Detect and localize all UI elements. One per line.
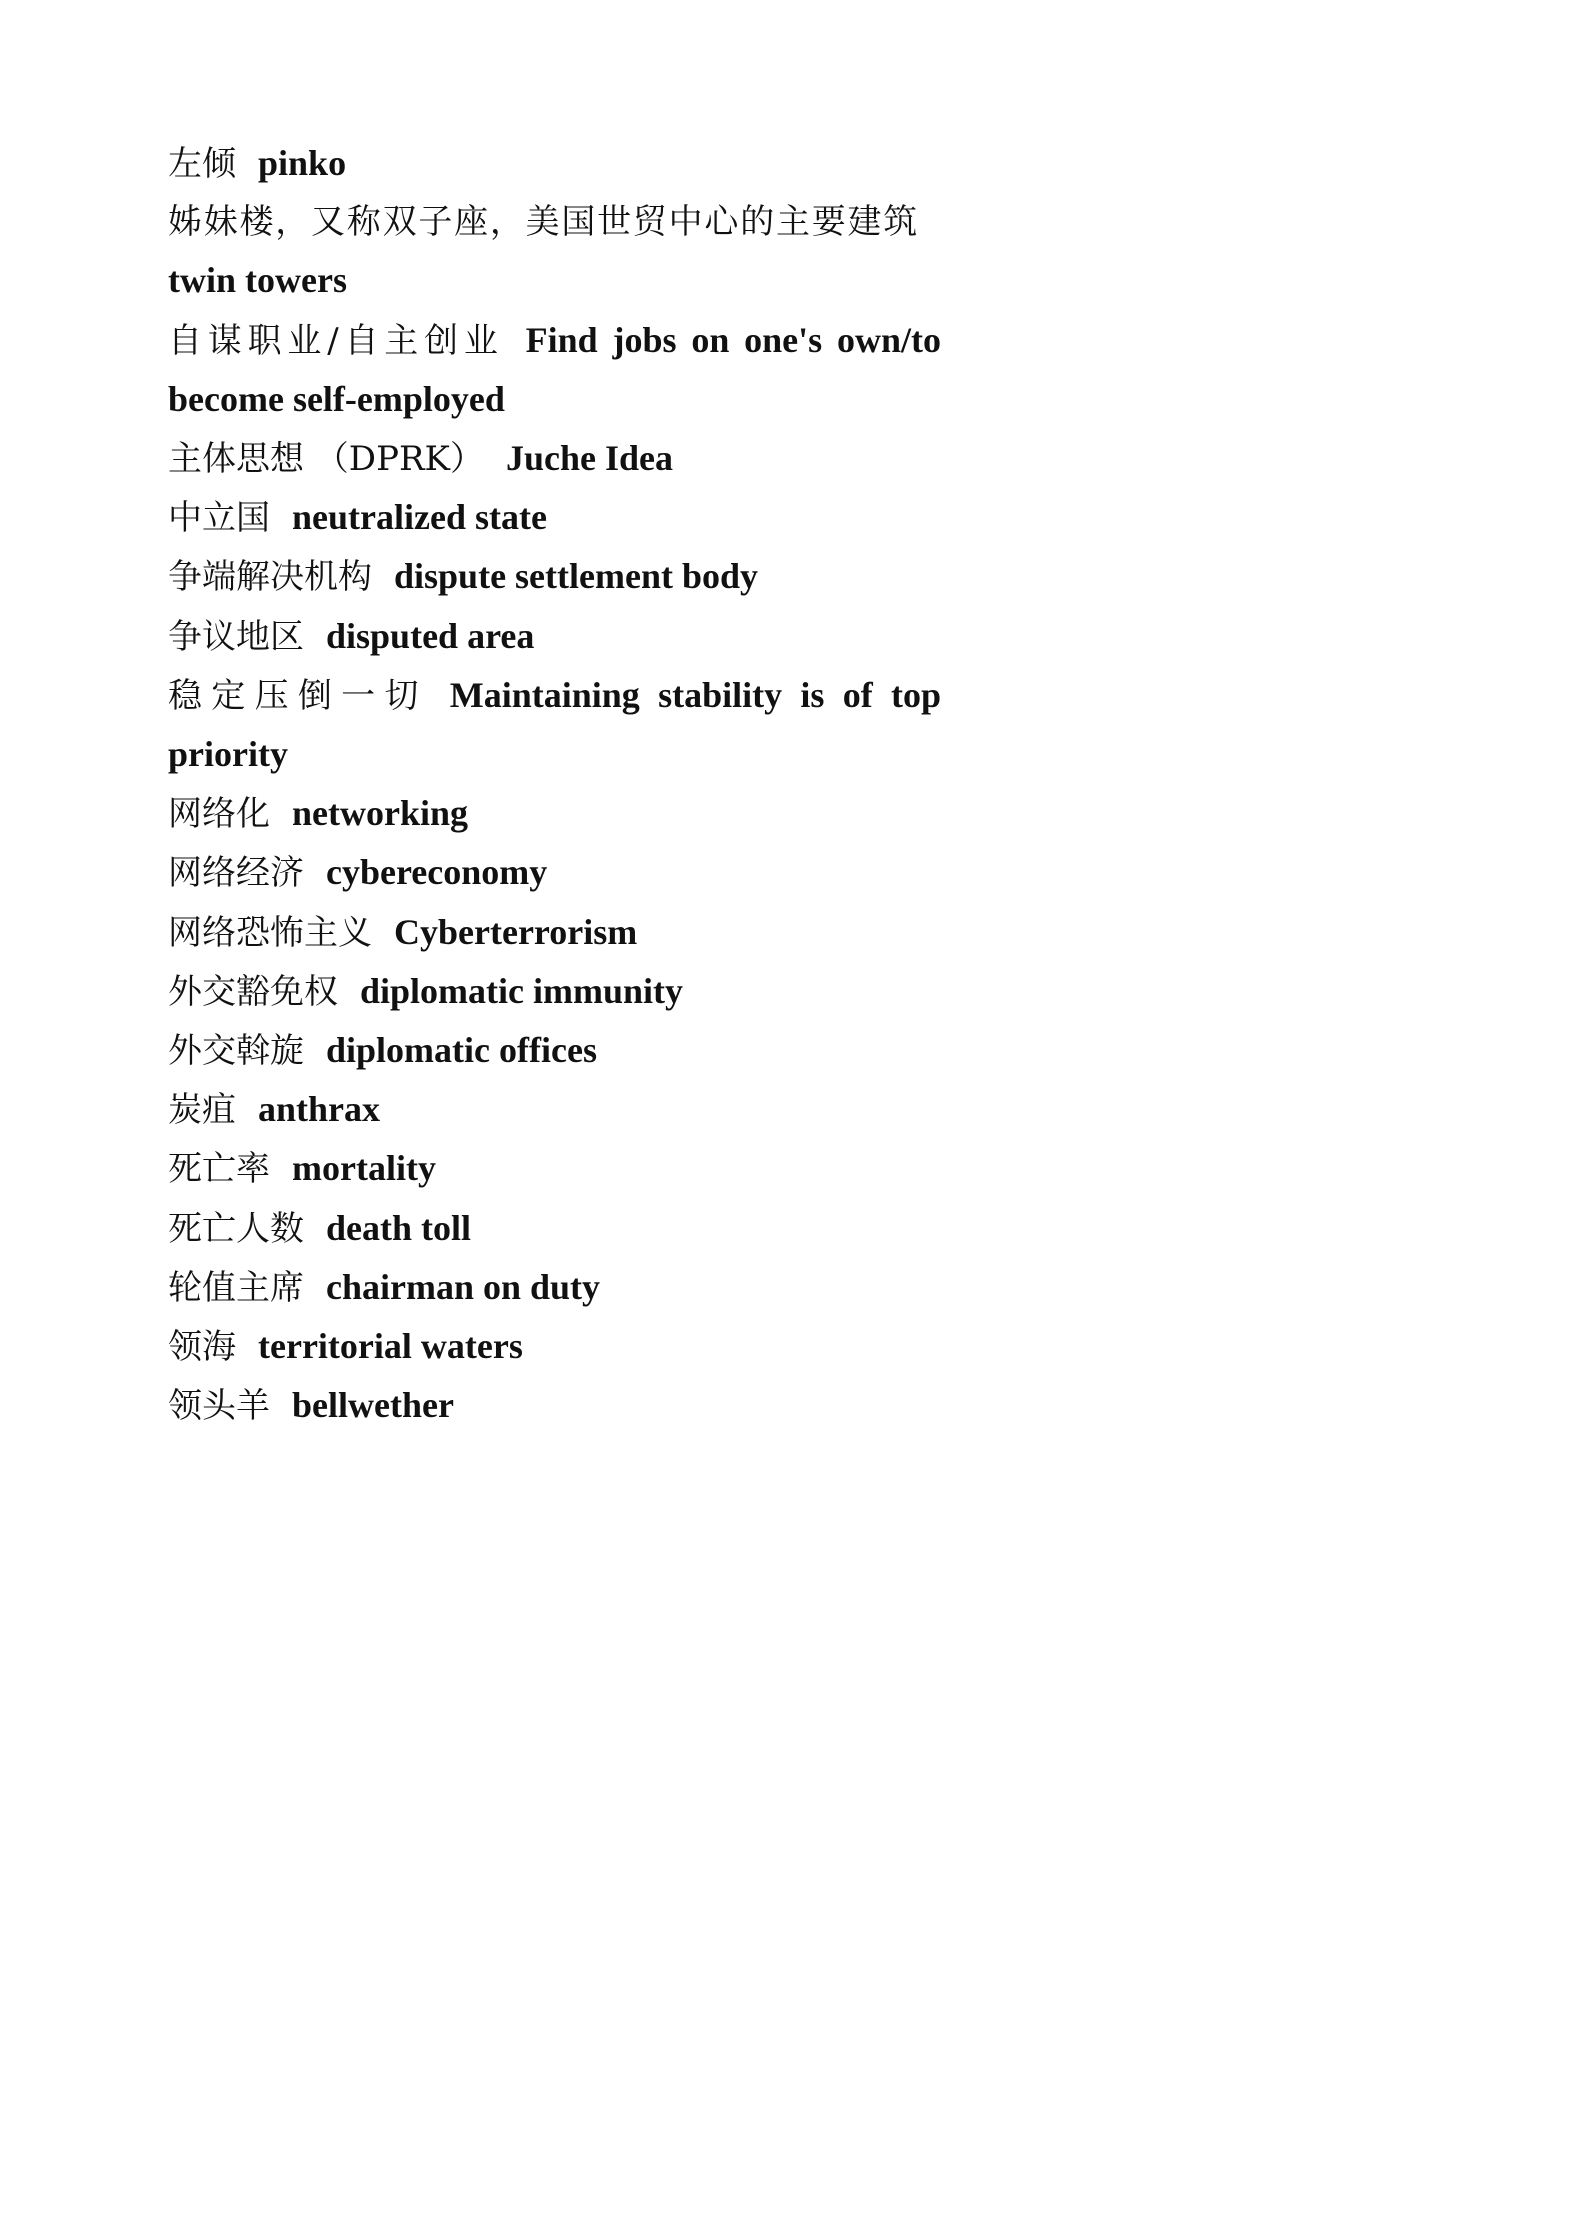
glossary-entry	[168, 903, 941, 962]
glossary-entry	[168, 1376, 941, 1435]
english-term: chairman on duty	[326, 1266, 601, 1307]
glossary-entry	[168, 547, 941, 606]
chinese-term: 炭疽	[168, 1090, 236, 1131]
glossary-entry	[168, 666, 941, 784]
chinese-term: 稳定压倒一切	[168, 675, 428, 716]
glossary-entry	[168, 1199, 941, 1258]
english-term: Juche Idea	[505, 438, 673, 479]
glossary-entry	[168, 1317, 941, 1376]
english-term: cybereconomy	[326, 852, 548, 893]
glossary-entry	[168, 962, 941, 1021]
chinese-term: 争议地区	[168, 616, 304, 657]
chinese-term: 网络经济	[168, 853, 304, 894]
chinese-term: 网络恐怖主义	[168, 912, 372, 953]
glossary-entry	[168, 1139, 941, 1198]
english-term: diplomatic immunity	[360, 970, 684, 1011]
english-term: dispute settlement body	[394, 556, 759, 597]
glossary-entry	[168, 193, 941, 310]
english-term: anthrax	[258, 1089, 381, 1130]
glossary-entry	[168, 1080, 941, 1139]
glossary-entry	[168, 607, 941, 666]
chinese-term: 左倾	[168, 144, 236, 184]
chinese-term: 网络化	[168, 794, 270, 835]
chinese-term: 主体思想 （DPRK）	[168, 439, 484, 480]
english-term: neutralized state	[292, 497, 547, 538]
english-term: pinko	[258, 143, 347, 183]
glossary-entry	[168, 1021, 941, 1080]
chinese-term: 领头羊	[168, 1386, 270, 1427]
chinese-term: 争端解决机构	[168, 557, 372, 598]
chinese-term: 死亡人数	[168, 1208, 304, 1249]
chinese-term: 自谋职业/自主创业	[168, 320, 504, 361]
glossary-entry	[168, 311, 941, 429]
chinese-term: 姊妹楼，又称双子座，美国世贸中心的主要建筑	[168, 202, 919, 243]
english-term: twin towers	[168, 260, 347, 301]
english-term: territorial waters	[258, 1326, 523, 1367]
chinese-term: 轮值主席	[168, 1267, 304, 1308]
chinese-term: 中立国	[168, 498, 270, 539]
english-term: networking	[292, 793, 469, 834]
english-term: diplomatic offices	[326, 1030, 597, 1071]
english-term: Cyberterrorism	[394, 911, 638, 952]
english-term: mortality	[292, 1148, 436, 1189]
glossary-entry	[168, 488, 941, 547]
glossary-entry	[168, 134, 941, 193]
glossary-entry	[168, 429, 941, 488]
glossary-entry	[168, 1258, 941, 1317]
chinese-term: 死亡率	[168, 1149, 270, 1190]
glossary-entry	[168, 843, 941, 902]
english-term: Maintaining stability is of top priority	[168, 674, 942, 775]
english-term: Find jobs on one's own/to become self-employed	[168, 319, 941, 419]
chinese-term: 领海	[168, 1327, 236, 1368]
english-term: bellwether	[292, 1385, 454, 1426]
chinese-term: 外交豁免权	[168, 971, 338, 1012]
glossary-list	[168, 134, 941, 1435]
glossary-entry	[168, 784, 941, 843]
english-term: disputed area	[326, 615, 535, 656]
document-page	[0, 0, 1110, 1569]
english-term: death toll	[326, 1207, 472, 1248]
chinese-term: 外交斡旋	[168, 1031, 304, 1072]
